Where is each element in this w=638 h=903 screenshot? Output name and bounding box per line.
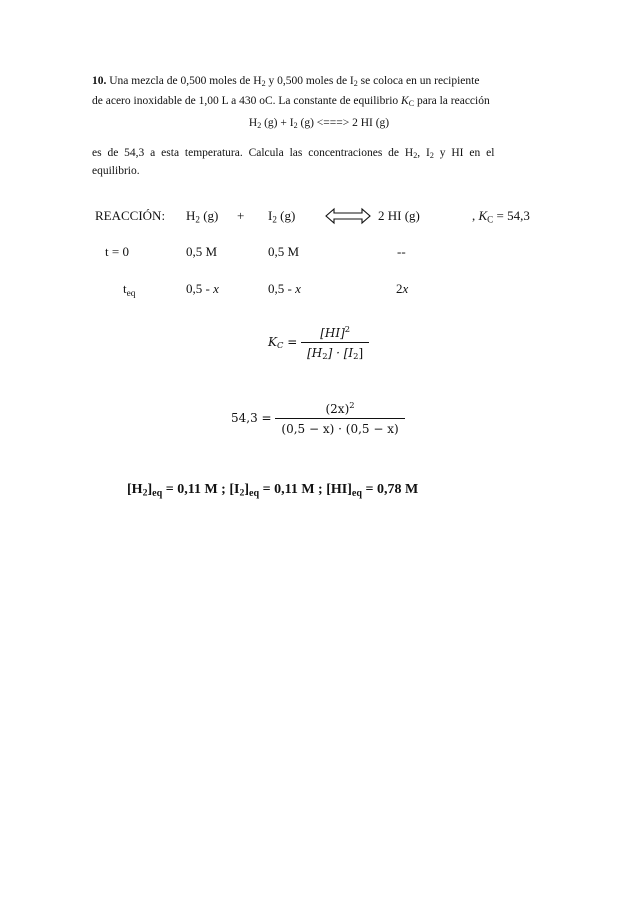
kc-numerator xyxy=(301,324,369,343)
row-teq-label xyxy=(123,281,135,299)
subscript: 2 xyxy=(142,487,148,499)
numeric-equation xyxy=(231,400,405,436)
subscript: C xyxy=(408,99,415,108)
subscript: eq xyxy=(126,288,136,299)
species: I xyxy=(268,208,273,223)
row-t0-i2: 0,5 M xyxy=(268,244,300,259)
kc-denominator xyxy=(301,343,369,361)
row-teq-h2 xyxy=(186,281,219,297)
result-text: [H xyxy=(127,482,143,497)
hi-product: 2 HI (g) xyxy=(378,208,420,223)
reaction-label: REACCIÓN: xyxy=(95,208,166,223)
eq2-lhs: 54,3 = xyxy=(231,411,272,425)
result-line xyxy=(127,482,418,499)
result-text: [I xyxy=(229,482,240,497)
problem-text: Una mezcla de 0,500 moles de H xyxy=(109,75,262,87)
denominator-text: (0,5 − x) · (0,5 − x) xyxy=(281,422,399,436)
subscript: C xyxy=(487,214,494,225)
result-text: ] xyxy=(147,482,153,497)
state: (g) xyxy=(280,208,296,223)
state: (g) xyxy=(203,208,219,223)
problem-text: para la reacción xyxy=(416,95,490,107)
i2-reactant xyxy=(268,208,295,224)
equilibrium-arrow-icon xyxy=(325,207,371,225)
result-text: [HI] xyxy=(326,482,352,497)
value: 2 xyxy=(396,281,403,296)
subscript: 2 xyxy=(293,121,298,130)
subscript: 2 xyxy=(322,351,328,362)
subscript: 2 xyxy=(195,214,200,225)
eq2-denominator xyxy=(275,419,404,436)
problem-text: es de 54,3 a esta temperatura. Calcula las concentraciones de H xyxy=(92,147,414,159)
eq2-fraction xyxy=(275,400,404,436)
kc-number: = 54,3 xyxy=(496,208,530,223)
comma: , xyxy=(472,208,476,223)
value: 0,5 - xyxy=(268,281,292,296)
subscript: 2 xyxy=(272,214,277,225)
subscript: 2 xyxy=(353,351,359,362)
kc-expression xyxy=(268,324,369,361)
problem-text: equilibrio. xyxy=(92,165,140,177)
reaction-equation xyxy=(0,117,638,130)
exponent: 2 xyxy=(344,324,351,334)
kc-symbol: K xyxy=(401,95,409,107)
result-value: = 0,78 M xyxy=(365,482,419,497)
problem-line-4 xyxy=(92,162,548,181)
problem-text: de acero inoxidable de 1,00 L a 430 oC. La constante de equilibrio xyxy=(92,95,399,107)
numerator-text: (2x) xyxy=(325,402,350,416)
problem-line-2 xyxy=(92,92,548,113)
subscript: 2 xyxy=(261,79,266,88)
subscript: 2 xyxy=(353,79,358,88)
problem-number: 10. xyxy=(92,75,107,87)
exponent: 2 xyxy=(349,400,355,410)
kc-lhs xyxy=(268,335,297,350)
problem-text: y HI en el xyxy=(439,147,495,159)
problem-text: y 0,500 moles de I xyxy=(268,75,354,87)
denominator-text: [H xyxy=(307,346,323,360)
subscript: 2 xyxy=(257,121,262,130)
numerator-text: [HI] xyxy=(320,326,345,340)
denominator-text: ] · [I xyxy=(327,346,354,360)
t-symbol: t xyxy=(123,281,127,296)
denominator-text: ] xyxy=(358,346,364,360)
subscript: eq xyxy=(249,488,260,500)
result-text: ] xyxy=(244,482,250,497)
kc-value xyxy=(472,208,530,224)
plus-sign: + xyxy=(237,208,245,223)
kc-symbol: K xyxy=(268,335,277,349)
variable: x xyxy=(402,281,409,296)
kc-fraction xyxy=(301,324,369,361)
subscript: 2 xyxy=(239,487,245,499)
variable: x xyxy=(295,281,301,296)
problem-text: , I xyxy=(417,147,430,159)
row-teq-i2 xyxy=(268,281,301,297)
variable: x xyxy=(213,281,219,296)
equals-sign: = xyxy=(287,335,298,349)
row-t0-label: t = 0 xyxy=(105,244,129,259)
result-value: = 0,11 M ; xyxy=(262,482,323,497)
subscript: 2 xyxy=(429,151,434,160)
row-t0-hi: -- xyxy=(397,244,406,259)
reaction-text: (g) + I xyxy=(264,117,294,129)
reaction-text: H xyxy=(248,117,258,129)
value: 0,5 - xyxy=(186,281,210,296)
result-value: = 0,11 M ; xyxy=(165,482,226,497)
eq2-numerator xyxy=(275,400,404,419)
row-t0-h2: 0,5 M xyxy=(186,244,218,259)
subscript: C xyxy=(276,340,284,351)
subscript: eq xyxy=(351,488,362,500)
h2-reactant xyxy=(186,208,218,224)
row-teq-hi xyxy=(396,281,408,297)
kc-symbol: K xyxy=(478,208,488,223)
reaction-text: (g) <===> 2 HI (g) xyxy=(300,117,390,129)
problem-text: se coloca en un recipiente xyxy=(360,75,480,87)
subscript: 2 xyxy=(413,151,418,160)
species: H xyxy=(186,208,196,223)
problem-line-1 xyxy=(92,72,548,93)
subscript: eq xyxy=(152,488,163,500)
